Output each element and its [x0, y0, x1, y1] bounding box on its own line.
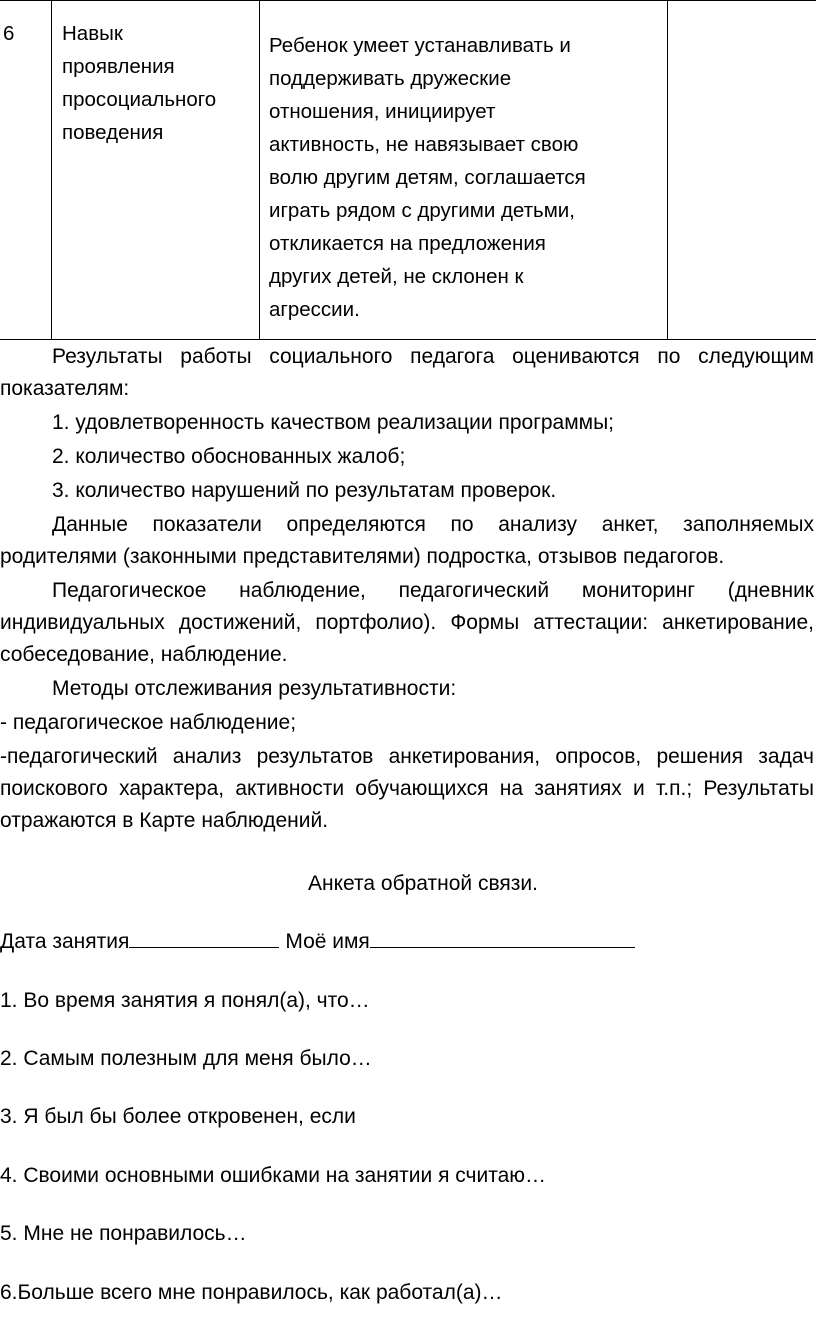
description-line: агрессии.	[269, 298, 360, 321]
date-fill-line[interactable]	[129, 927, 279, 948]
question-item: 5. Мне не понравилось…	[0, 1222, 247, 1245]
methods-title: Методы отслеживания результативности:	[52, 677, 457, 700]
observation-paragraph: Педагогическое наблюдение, педагогический мониторинг (дневник индивидуальных достижений, портфолио). Формы аттестации: анкетирование, собеседование, наблюдение.	[0, 579, 814, 666]
criteria-table	[0, 0, 816, 340]
description-line: Ребенок умеет устанавливать и	[269, 34, 571, 57]
name-fill-line[interactable]	[370, 927, 635, 948]
question-item: 3. Я был бы более откровенен, если	[0, 1105, 356, 1128]
questionnaire-title: Анкета обратной связи.	[308, 872, 538, 895]
question-item: 4. Своими основными ошибками на занятии я считаю…	[0, 1164, 547, 1187]
question-item: 6.Больше всего мне понравилось, как работал(а)…	[0, 1281, 503, 1304]
intro-paragraph: Результаты работы социального педагога оцениваются по следующим показателям:	[0, 345, 814, 400]
date-label: Дата занятия	[0, 930, 130, 953]
table-border-bottom	[0, 339, 816, 340]
indicator-item: 2. количество обоснованных жалоб;	[52, 445, 406, 468]
table-cell-skill	[62, 17, 252, 149]
table-divider	[259, 0, 260, 340]
skill-line: проявления	[62, 55, 175, 78]
table-divider	[667, 0, 668, 340]
question-item: 2. Самым полезным для меня было…	[0, 1047, 372, 1070]
indicators-source-paragraph: Данные показатели определяются по анализу анкет, заполняемых родителями (законными представителями) подростка, отзывов педагогов.	[0, 513, 814, 568]
skill-line: поведения	[62, 121, 164, 144]
indicator-item: 1. удовлетворенность качеством реализации программы;	[52, 411, 615, 434]
table-cell-description	[269, 29, 659, 326]
description-line: играть рядом с другими детьми,	[269, 199, 575, 222]
table-divider	[51, 0, 52, 340]
questionnaire-header-line	[0, 926, 800, 958]
name-label: Моё имя	[285, 930, 370, 953]
table-border-top	[0, 0, 816, 1]
description-line: отношения, инициирует	[269, 100, 496, 123]
method-item: - педагогическое наблюдение;	[0, 711, 297, 734]
indicator-item: 3. количество нарушений по результатам проверок.	[52, 479, 557, 502]
description-line: других детей, не склонен к	[269, 265, 524, 288]
question-item: 1. Во время занятия я понял(а), что…	[0, 989, 370, 1012]
skill-line: Навык	[62, 22, 123, 45]
skill-line: просоциального	[62, 88, 217, 111]
description-line: поддерживать дружеские	[269, 67, 512, 90]
table-cell-number: 6	[3, 22, 15, 45]
description-line: откликается на предложения	[269, 232, 546, 255]
method-item: -педагогический анализ результатов анкетирования, опросов, решения задач поискового характера, активности обучающихся на занятиях и т.п.; Результаты отражаются в Карте наблюдений.	[0, 745, 814, 832]
description-line: волю другим детям, соглашается	[269, 166, 586, 189]
description-line: активность, не навязывает свою	[269, 133, 579, 156]
